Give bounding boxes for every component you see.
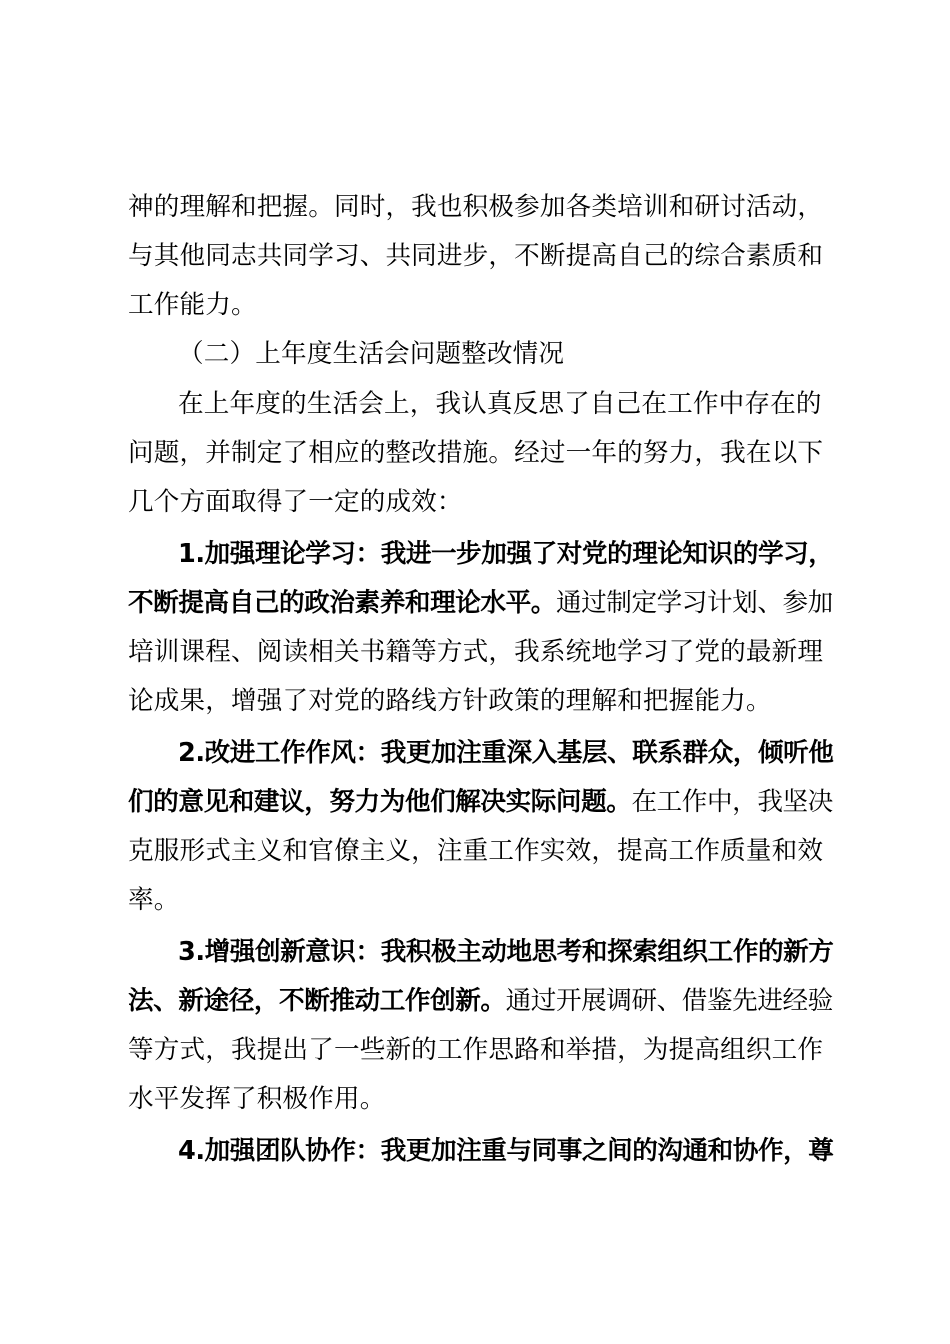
paragraph-line <box>178 532 833 576</box>
bold-run: 法、新途径，不断推动工作创新。 <box>128 986 506 1016</box>
paragraph-line <box>128 878 833 922</box>
paragraph-line <box>178 731 833 775</box>
paragraph-line <box>128 185 833 229</box>
text-run: 通过开展调研、借鉴先进经验 <box>505 986 833 1016</box>
text-run: 克服形式主义和官僚主义，注重工作实效，提高工作质量和效 <box>128 836 824 866</box>
text-run: （二）上年度生活会问题整改情况 <box>178 339 565 369</box>
paragraph-line <box>128 234 833 278</box>
paragraph-line <box>178 1129 833 1173</box>
text-run: 培训课程、阅读相关书籍等方式，我系统地学习了党的最新理 <box>128 637 824 667</box>
bold-run: 3.增强创新意识：我积极主动地思考和探索组织工作的新方 <box>178 937 834 967</box>
text-run: 问题，并制定了相应的整改措施。经过一年的努力，我在以下 <box>128 438 824 468</box>
paragraph-line <box>128 581 833 625</box>
bold-run: 1.加强理论学习：我进一步加强了对党的理论知识的学习， <box>178 539 834 569</box>
bold-run: 们的意见和建议，努力为他们解决实际问题。 <box>128 787 632 817</box>
bold-run: 不断提高自己的政治素养和理论水平。 <box>128 588 556 618</box>
paragraph-line <box>128 979 833 1023</box>
text-run: 神的理解和把握。同时，我也积极参加各类培训和研讨活动， <box>128 192 824 222</box>
paragraph-line <box>128 480 833 524</box>
bold-run: 4.加强团队协作：我更加注重与同事之间的沟通和协作，尊 <box>178 1136 834 1166</box>
text-run: 通过制定学习计划、参加 <box>555 588 833 618</box>
text-run: 工作能力。 <box>128 290 257 320</box>
paragraph-line <box>128 630 833 674</box>
paragraph-line <box>128 1028 833 1072</box>
text-run: 论成果，增强了对党的路线方针政策的理解和把握能力。 <box>128 686 772 716</box>
text-run: 几个方面取得了一定的成效： <box>128 487 463 517</box>
text-run: 与其他同志共同学习、共同进步，不断提高自己的综合素质和 <box>128 241 824 271</box>
text-run: 水平发挥了积极作用。 <box>128 1084 386 1114</box>
paragraph-line <box>128 283 833 327</box>
text-run: 在工作中，我坚决 <box>631 787 833 817</box>
paragraph-line <box>128 829 833 873</box>
paragraph-line <box>178 382 833 426</box>
bold-run: 2.改进工作作风：我更加注重深入基层、联系群众，倾听他 <box>178 738 834 768</box>
paragraph-line <box>128 1077 833 1121</box>
text-run: 率。 <box>128 885 180 915</box>
section-heading <box>178 332 883 376</box>
text-run: 等方式，我提出了一些新的工作思路和举措，为提高组织工作 <box>128 1035 824 1065</box>
paragraph-line <box>178 930 833 974</box>
paragraph-line <box>128 431 833 475</box>
paragraph-line <box>128 679 833 723</box>
text-run: 在上年度的生活会上，我认真反思了自己在工作中存在的 <box>178 389 822 419</box>
paragraph-line <box>128 780 833 824</box>
